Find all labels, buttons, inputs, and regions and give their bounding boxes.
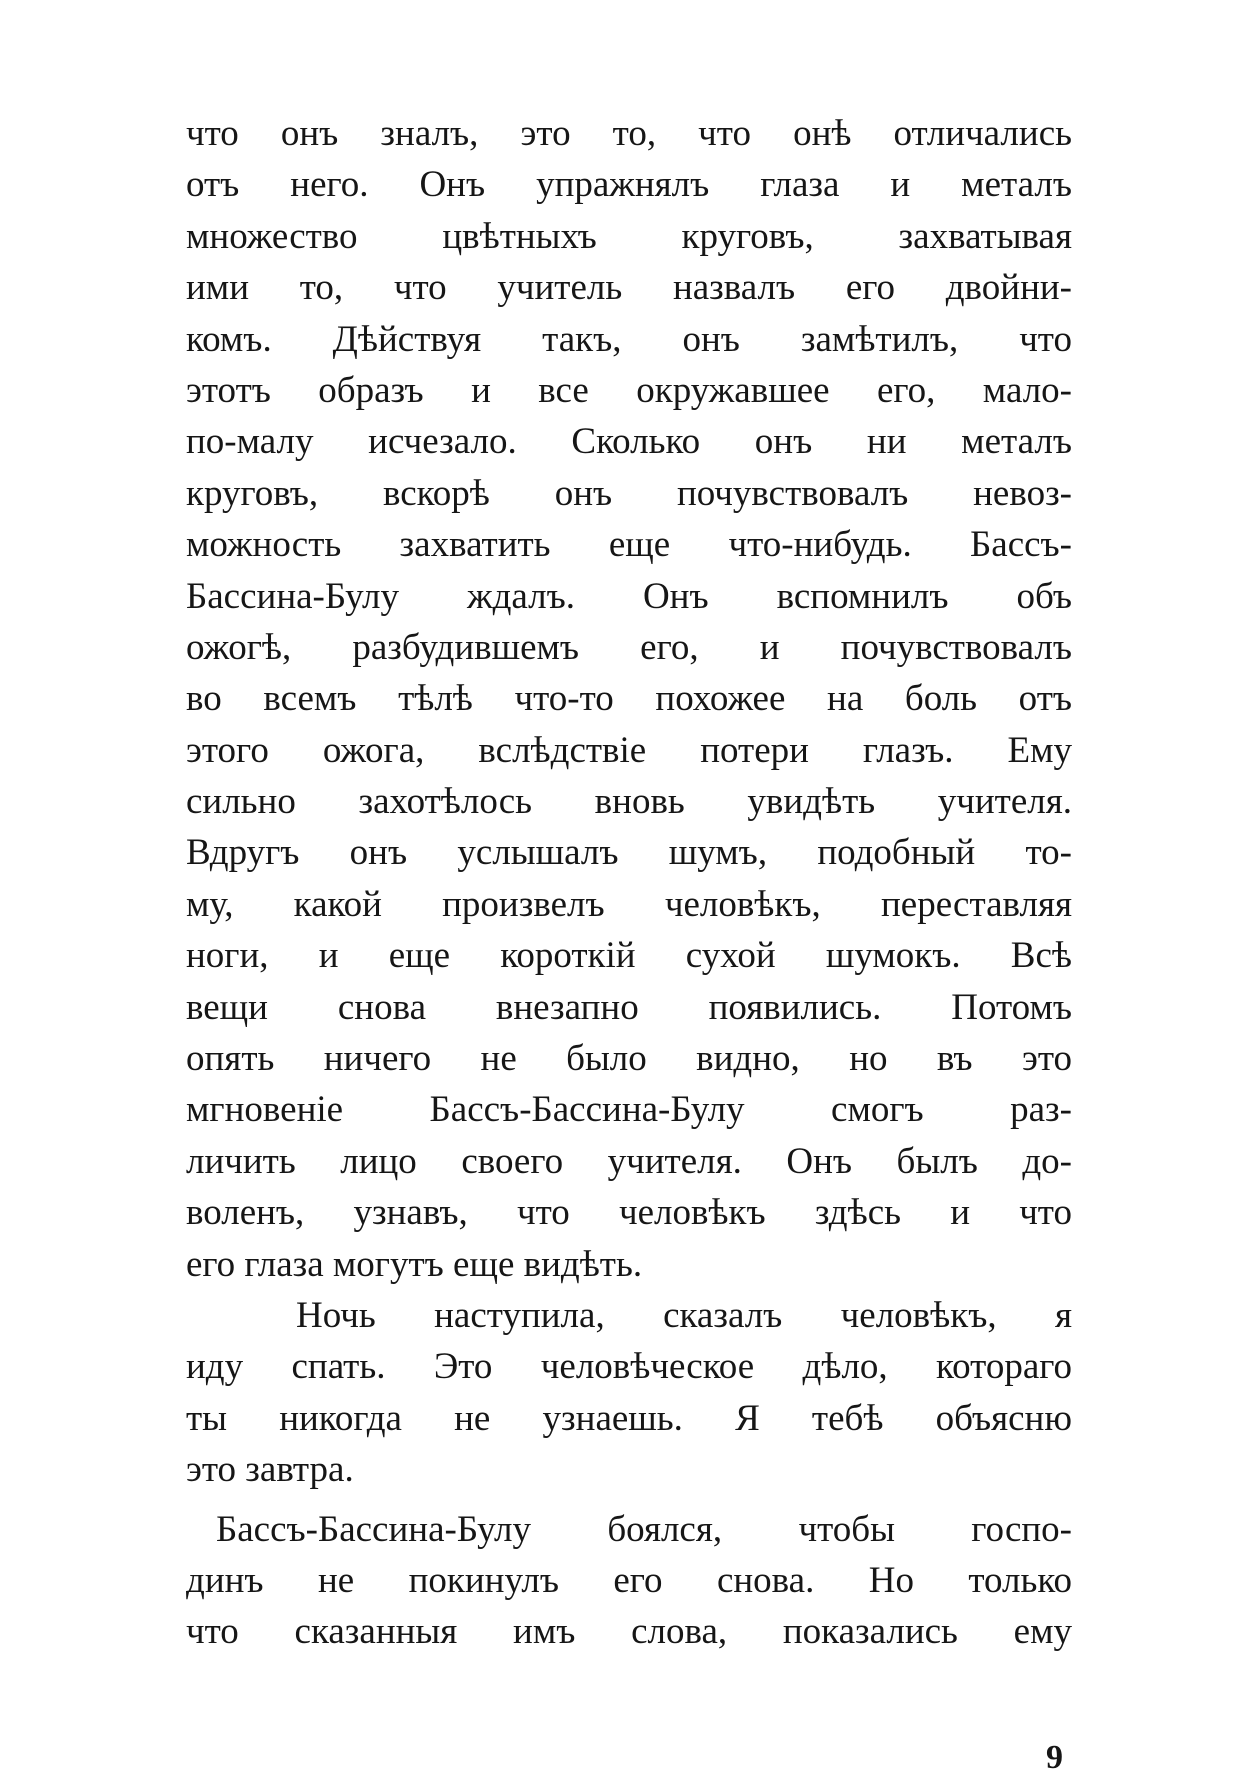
text-line: по-малу исчезало. Сколько онъ ни металъ <box>186 421 1072 463</box>
text-line: этотъ образъ и все окружавшее его, мало- <box>186 369 1072 411</box>
text-line: множество цвѣтныхъ круговъ, захватывая <box>186 215 1072 257</box>
text-line: Ночь наступила, сказалъ человѣкъ, я <box>296 1294 1072 1336</box>
text-line: мгновеніе Бассъ-Бассина-Булу смогъ раз- <box>186 1089 1072 1131</box>
text-line: ими то, что учитель назвалъ его двойни- <box>186 267 1072 309</box>
text-line: воленъ, узнавъ, что человѣкъ здѣсь и что <box>186 1192 1072 1234</box>
text-line: му, какой произвелъ человѣкъ, переставляя <box>186 883 1072 925</box>
page-number: 9 <box>1046 1739 1063 1776</box>
text-line: иду спать. Это человѣческое дѣло, котораго <box>186 1346 1072 1388</box>
paragraph-1 <box>186 108 1072 1290</box>
text-line: ты никогда не узнаешь. Я тебѣ объясню <box>186 1397 1072 1439</box>
text-line: можность захватить еще что-нибудь. Бассъ- <box>186 524 1072 566</box>
text-line: динъ не покинулъ его снова. Но только <box>186 1559 1072 1601</box>
text-line: во всемъ тѣлѣ что-то похожее на боль отъ <box>186 678 1072 720</box>
text-line: Вдругъ онъ услышалъ шумъ, подобный то- <box>186 832 1072 874</box>
text-line: это завтра. <box>186 1449 354 1491</box>
paragraph-2 <box>186 1290 1072 1496</box>
text-line: ожогѣ, разбудившемъ его, и почувствовалъ <box>186 626 1072 668</box>
text-line: что онъ зналъ, это то, что онѣ отличались <box>186 113 1072 154</box>
text-line: личить лицо своего учителя. Онъ былъ до- <box>186 1140 1072 1182</box>
text-line: ноги, и еще короткій сухой шумокъ. Всѣ <box>186 935 1072 977</box>
text-line: комъ. Дѣйствуя такъ, онъ замѣтилъ, что <box>186 318 1072 360</box>
text-line: его глаза могутъ еще видѣть. <box>186 1243 643 1285</box>
text-line: что сказанныя имъ слова, показались ему <box>186 1611 1072 1653</box>
text-line: Бассина-Булу ждалъ. Онъ вспомнилъ объ <box>186 575 1072 617</box>
body-text <box>186 108 1072 1658</box>
text-line: этого ожога, вслѣдствіе потери глазъ. Ему <box>186 729 1072 771</box>
paragraph-gap <box>186 1496 1072 1504</box>
text-line: сильно захотѣлось вновь увидѣть учителя. <box>186 781 1072 823</box>
text-line: отъ него. Онъ упражнялъ глаза и металъ <box>186 164 1072 206</box>
paragraph-3 <box>186 1504 1072 1658</box>
text-line: Бассъ-Бассина-Булу боялся, чтобы госпо- <box>216 1508 1072 1550</box>
text-line: вещи снова внезапно появились. Потомъ <box>186 986 1072 1028</box>
text-line: круговъ, вскорѣ онъ почувствовалъ невоз- <box>186 472 1072 514</box>
text-line: опять ничего не было видно, но въ это <box>186 1038 1072 1080</box>
